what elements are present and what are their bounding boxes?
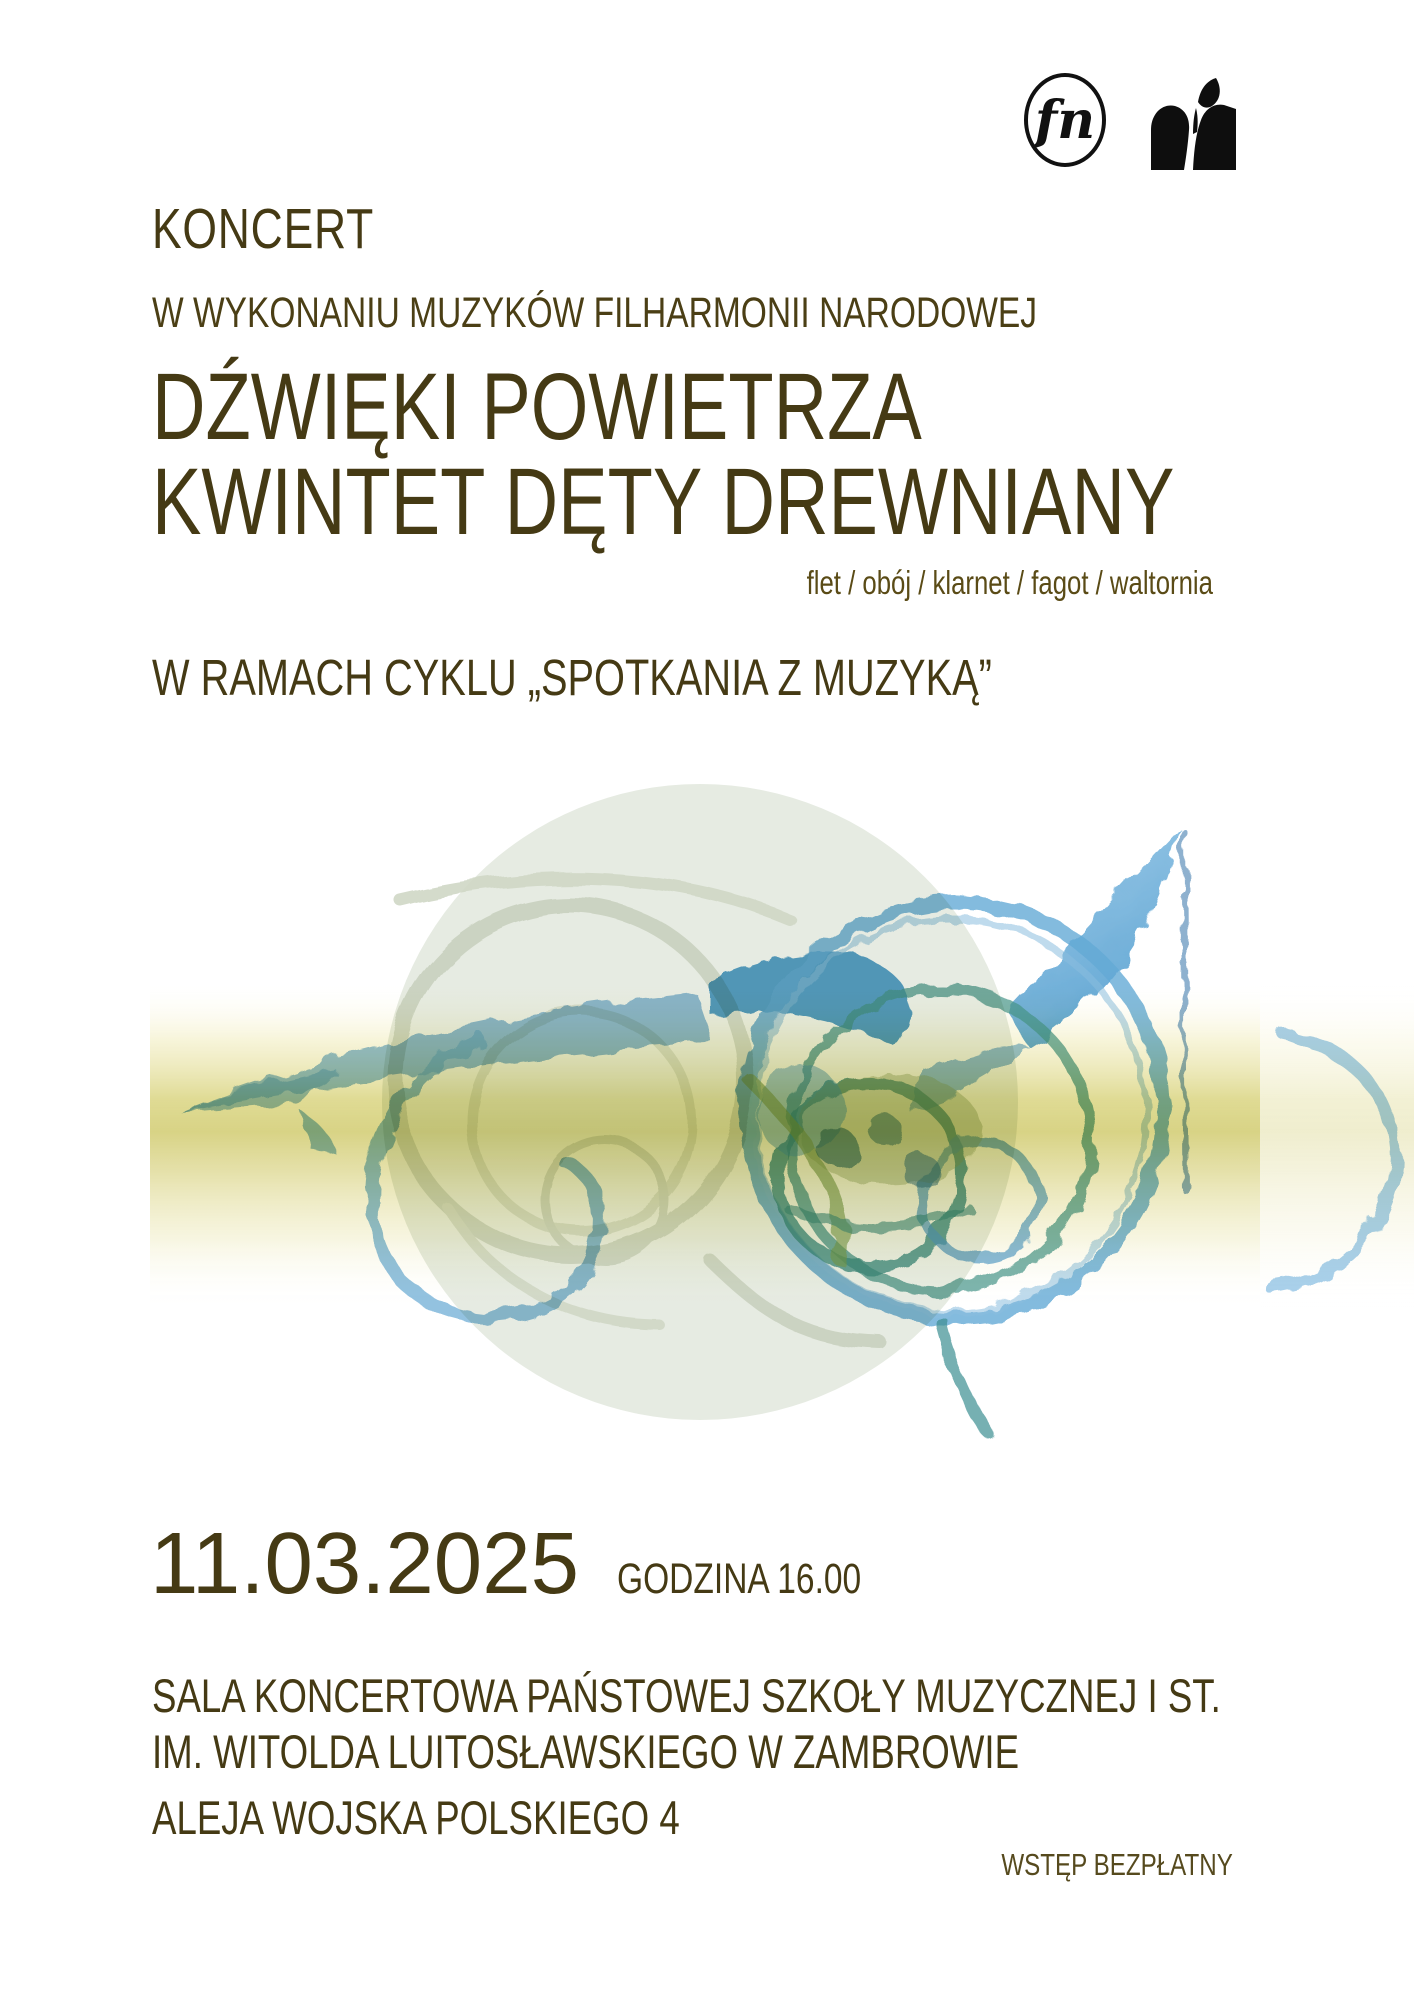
performers-line [152,289,1287,337]
fn-logo-monogram: fn [1034,90,1096,151]
event-time: GODZINA 16.00 [616,1555,862,1603]
performers-text: W WYKONANIU MUZYKÓW FILHARMONII NARODOWEJ [152,289,1038,337]
venue-line1: SALA KONCERTOWA PAŃSTOWEJ SZKOŁY MUZYCZNEJ I ST. [152,1669,1221,1722]
instruments-text: flet / obój / klarnet / fagot / waltornia [806,564,1213,601]
horn-artwork [150,780,1414,1440]
series-line [152,649,1229,706]
venue-block [152,1668,1414,1780]
kicker-text: KONCERT [152,197,375,261]
school-logo-shape [1151,78,1236,170]
venue-line2: IM. WITOLDA LUITOSŁAWSKIEGO W ZAMBROWIE [152,1725,1020,1778]
admission-line [936,1849,1233,1880]
main-title-line2: KWINTET DĘTY DREWNIANY [152,449,1175,555]
music-school-logo [1148,78,1236,170]
main-title [152,354,1414,555]
instruments-line [692,566,1213,599]
filharmonia-narodowa-logo [1023,72,1107,168]
series-text: W RAMACH CYKLU „SPOTKANIA Z MUZYKĄ” [152,649,992,706]
main-title-line1: DŹWIĘKI POWIETRZA [152,354,922,460]
admission-text: WSTĘP BEZPŁATNY [1001,1847,1233,1882]
address-line [152,1791,829,1844]
poster-kicker [152,197,437,261]
event-date: 11.03.2025 [150,1515,579,1612]
date-time-row [150,1515,930,1612]
address-text: ALEJA WOJSKA POLSKIEGO 4 [152,1791,680,1844]
